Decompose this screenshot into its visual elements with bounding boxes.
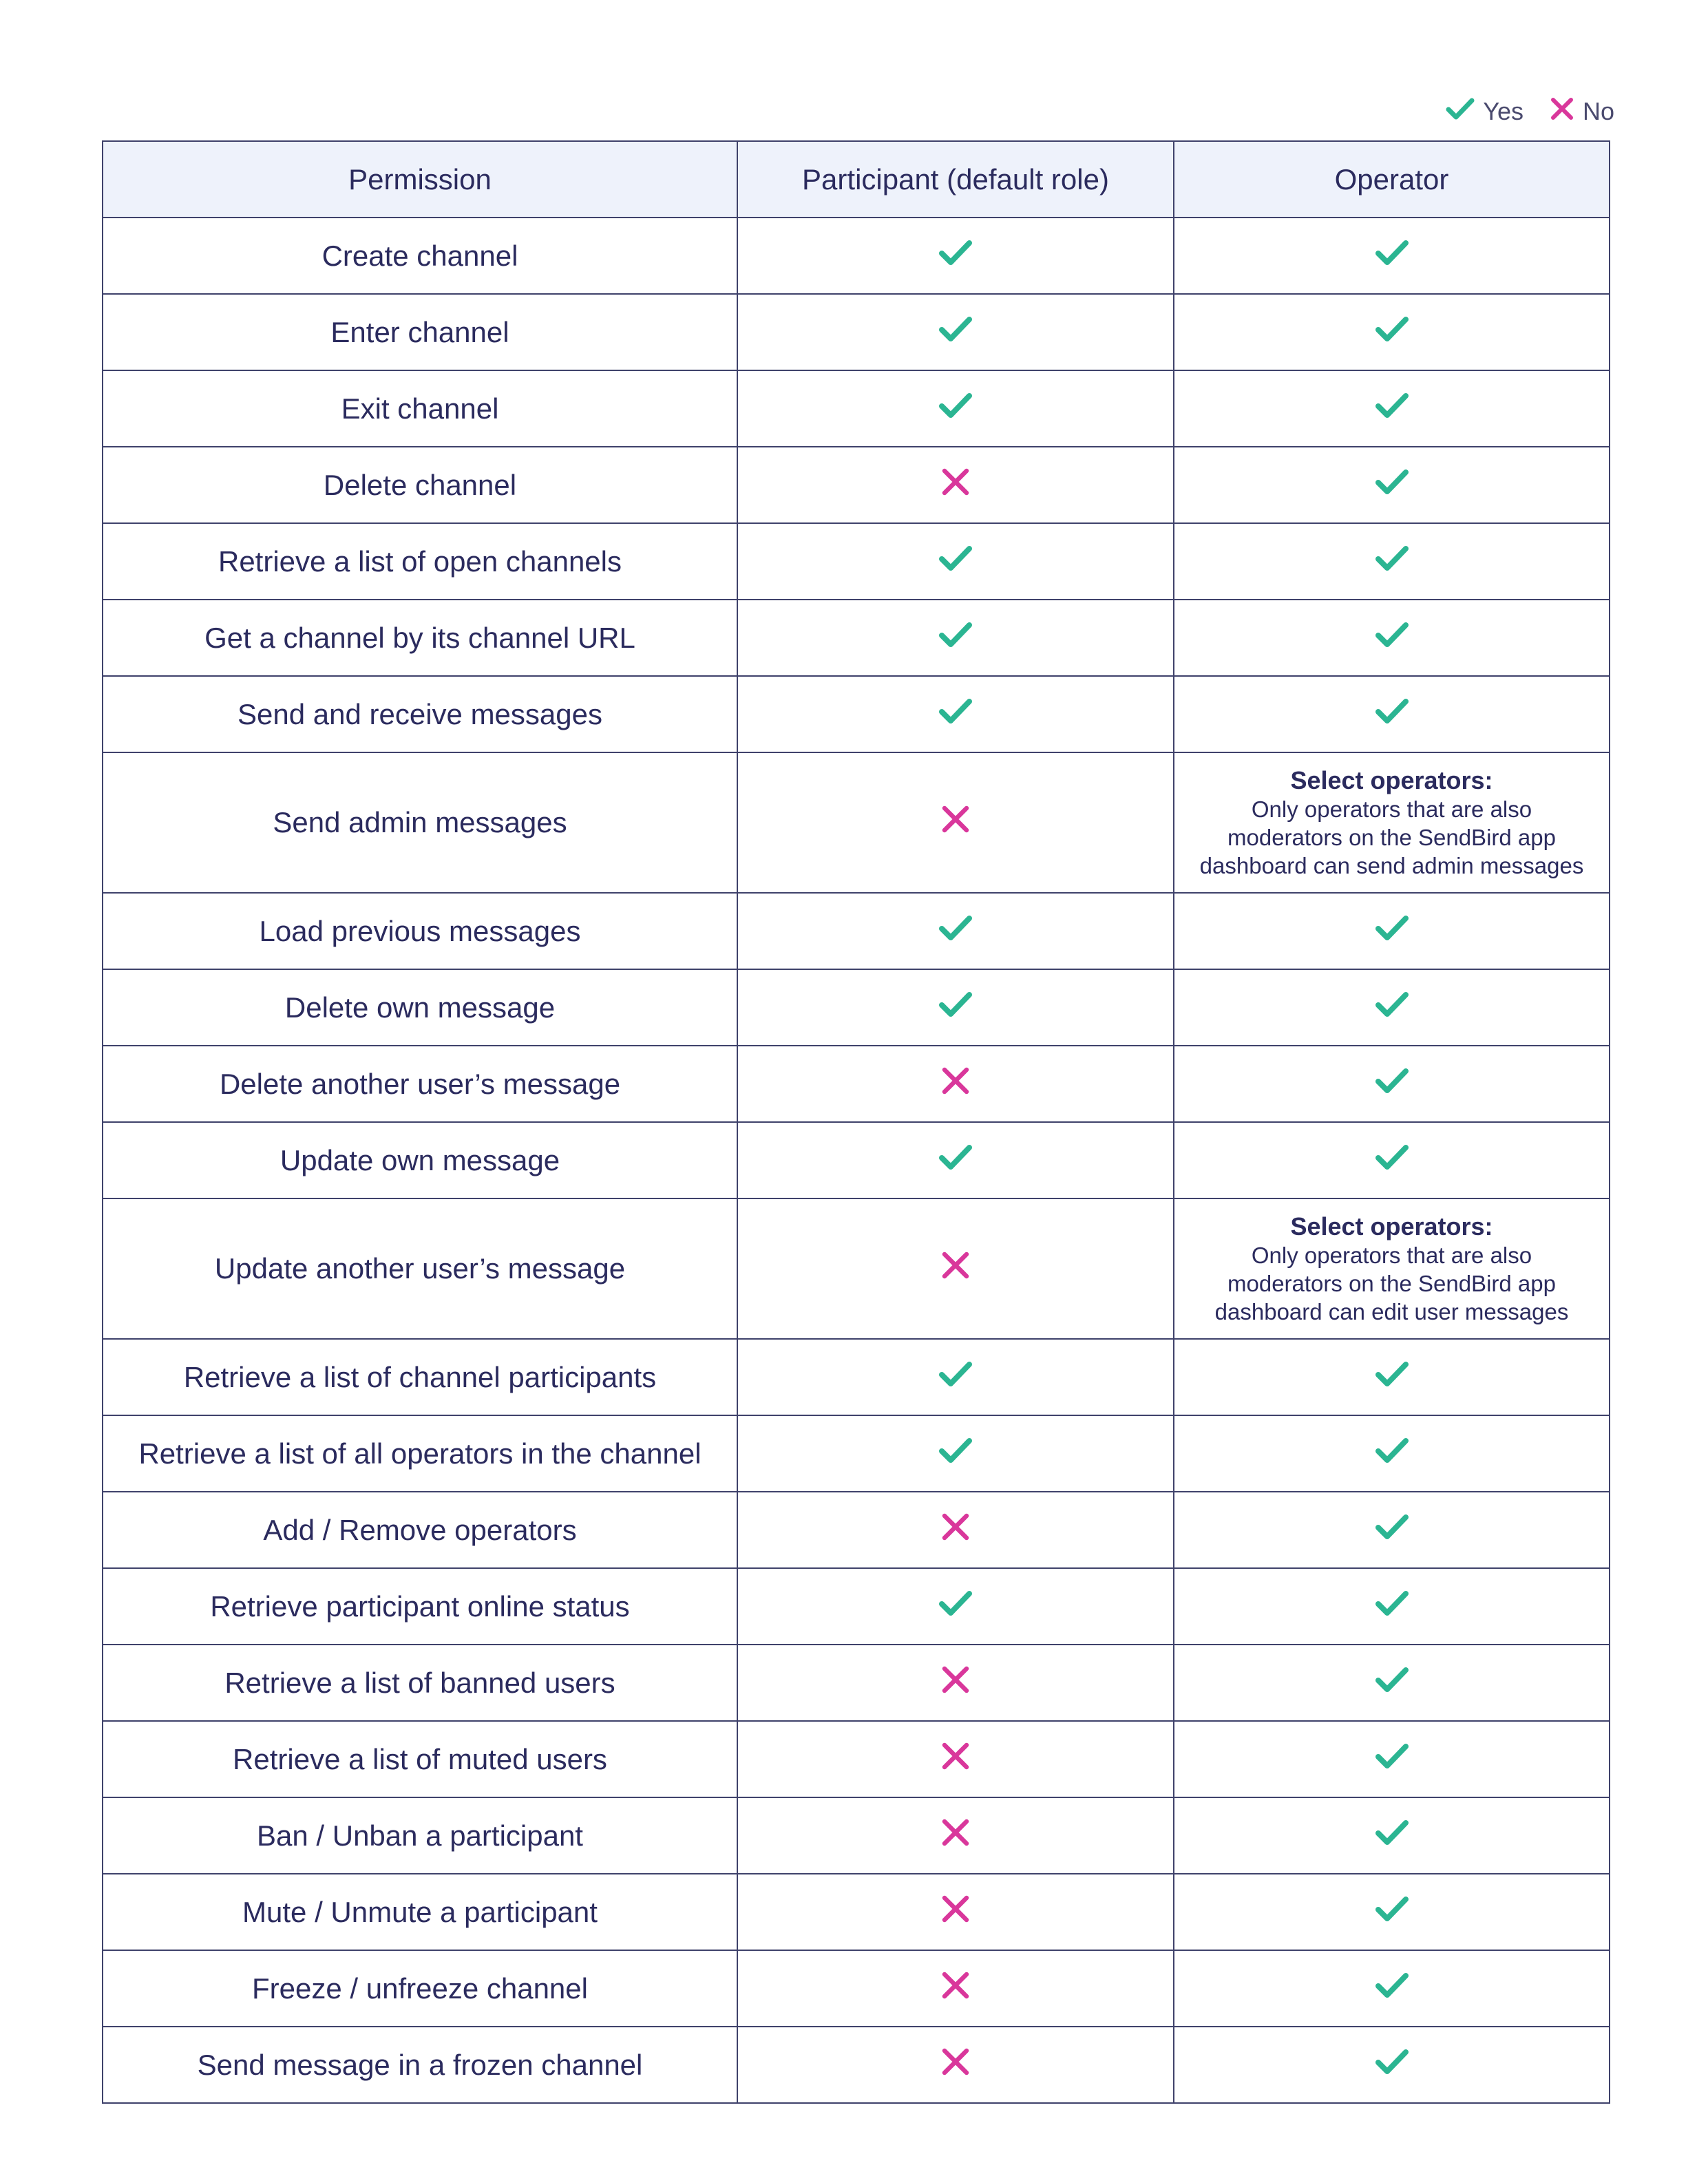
check-icon	[1375, 1895, 1409, 1930]
legend-no-label: No	[1582, 97, 1614, 125]
participant-cell	[737, 1645, 1174, 1721]
check-icon	[938, 621, 973, 655]
table-row	[103, 1645, 1610, 1721]
cross-icon	[1550, 96, 1583, 127]
table-row	[103, 600, 1610, 676]
permission-cell: Exit channel	[103, 370, 737, 447]
operator-note-title: Select operators:	[1290, 1212, 1493, 1240]
cross-icon	[940, 1665, 971, 1702]
check-icon	[938, 1589, 973, 1624]
table-row	[103, 1950, 1610, 2027]
participant-cell	[737, 294, 1174, 370]
cross-icon	[940, 467, 971, 504]
operator-cell	[1174, 1415, 1610, 1492]
check-icon	[938, 545, 973, 579]
operator-cell	[1174, 1492, 1610, 1568]
legend-yes	[1446, 97, 1524, 127]
cross-icon	[940, 804, 971, 841]
check-icon	[1375, 1067, 1409, 1101]
permission-cell: Retrieve a list of banned users	[103, 1645, 737, 1721]
check-icon	[1375, 914, 1409, 949]
table-row	[103, 1046, 1610, 1122]
permission-cell: Enter channel	[103, 294, 737, 370]
table-row	[103, 1492, 1610, 1568]
participant-cell	[737, 1797, 1174, 1874]
table-row	[103, 1339, 1610, 1415]
check-icon	[938, 239, 973, 273]
legend-yes-label: Yes	[1483, 97, 1524, 125]
permission-cell: Delete another user’s message	[103, 1046, 737, 1122]
participant-cell	[737, 1874, 1174, 1950]
check-icon	[1375, 991, 1409, 1025]
check-icon	[938, 392, 973, 426]
check-icon	[1375, 621, 1409, 655]
table-row	[103, 893, 1610, 969]
check-icon	[1375, 697, 1409, 732]
permission-cell: Freeze / unfreeze channel	[103, 1950, 737, 2027]
participant-cell	[737, 2027, 1174, 2103]
participant-cell	[737, 1950, 1174, 2027]
header-permission: Permission	[103, 141, 737, 218]
table-body	[103, 218, 1610, 2103]
permission-cell: Add / Remove operators	[103, 1492, 737, 1568]
permission-cell: Retrieve a list of muted users	[103, 1721, 737, 1797]
operator-note-cell	[1174, 752, 1610, 893]
table-row	[103, 1874, 1610, 1950]
legend	[1420, 95, 1614, 128]
operator-note-line: Only operators that are also	[1251, 796, 1532, 822]
check-icon	[938, 991, 973, 1025]
permission-cell: Ban / Unban a participant	[103, 1797, 737, 1874]
table-row	[103, 370, 1610, 447]
check-icon	[1375, 315, 1409, 350]
permission-cell: Update own message	[103, 1122, 737, 1198]
check-icon	[1375, 545, 1409, 579]
operator-cell	[1174, 1645, 1610, 1721]
operator-cell	[1174, 1797, 1610, 1874]
table-row	[103, 1415, 1610, 1492]
table-row	[103, 1198, 1610, 1339]
check-icon	[1375, 1819, 1409, 1853]
table-row	[103, 1122, 1610, 1198]
cross-icon	[940, 1066, 971, 1103]
operator-cell	[1174, 1874, 1610, 1950]
participant-cell	[737, 1339, 1174, 1415]
operator-cell	[1174, 2027, 1610, 2103]
permission-cell: Send and receive messages	[103, 676, 737, 752]
check-icon	[938, 1360, 973, 1395]
table-row	[103, 447, 1610, 523]
cross-icon	[940, 1894, 971, 1931]
operator-note-title: Select operators:	[1290, 765, 1493, 794]
cross-icon	[940, 1817, 971, 1855]
operator-cell	[1174, 370, 1610, 447]
check-icon	[1375, 1437, 1409, 1471]
operator-note-line: moderators on the SendBird app	[1227, 824, 1556, 850]
participant-cell	[737, 969, 1174, 1046]
cross-icon	[940, 1512, 971, 1549]
cross-icon	[940, 1741, 971, 1778]
operator-note-line: dashboard can edit user messages	[1214, 1298, 1569, 1324]
operator-note-line: moderators on the SendBird app	[1227, 1270, 1556, 1296]
participant-cell	[737, 1415, 1174, 1492]
operator-cell	[1174, 893, 1610, 969]
table-row	[103, 1568, 1610, 1645]
permission-cell: Retrieve a list of all operators in the channel	[103, 1415, 737, 1492]
table-row	[103, 523, 1610, 600]
operator-cell	[1174, 1721, 1610, 1797]
operator-cell	[1174, 447, 1610, 523]
permission-cell: Update another user’s message	[103, 1198, 737, 1339]
permissions-table	[102, 140, 1610, 2104]
table-row	[103, 676, 1610, 752]
table-row	[103, 752, 1610, 893]
operator-note-line: dashboard can send admin messages	[1199, 852, 1584, 878]
operator-note-line: Only operators that are also	[1251, 1242, 1532, 1268]
operator-cell	[1174, 218, 1610, 294]
participant-cell	[737, 1198, 1174, 1339]
check-icon	[1375, 1513, 1409, 1548]
permission-cell: Send admin messages	[103, 752, 737, 893]
table-row	[103, 969, 1610, 1046]
check-icon	[1375, 468, 1409, 503]
permission-cell: Create channel	[103, 218, 737, 294]
participant-cell	[737, 1492, 1174, 1568]
permission-cell: Retrieve a list of open channels	[103, 523, 737, 600]
table-row	[103, 218, 1610, 294]
operator-cell	[1174, 523, 1610, 600]
operator-cell	[1174, 1950, 1610, 2027]
table-row	[103, 294, 1610, 370]
permission-cell: Send message in a frozen channel	[103, 2027, 737, 2103]
participant-cell	[737, 893, 1174, 969]
permission-cell: Mute / Unmute a participant	[103, 1874, 737, 1950]
permission-cell: Retrieve participant online status	[103, 1568, 737, 1645]
check-icon	[1375, 392, 1409, 426]
permissions-table-wrapper	[102, 140, 1609, 2104]
legend-no	[1550, 96, 1614, 127]
participant-cell	[737, 676, 1174, 752]
cross-icon	[940, 2047, 971, 2084]
check-icon	[1375, 1360, 1409, 1395]
check-icon	[938, 1143, 973, 1178]
check-icon	[938, 315, 973, 350]
permission-cell: Delete own message	[103, 969, 737, 1046]
operator-cell	[1174, 676, 1610, 752]
check-icon	[938, 914, 973, 949]
check-icon	[1375, 1589, 1409, 1624]
check-icon	[1375, 1972, 1409, 2006]
cross-icon	[940, 1970, 971, 2007]
cross-icon	[940, 1250, 971, 1287]
table-row	[103, 1721, 1610, 1797]
check-icon	[1375, 1143, 1409, 1178]
operator-cell	[1174, 1568, 1610, 1645]
participant-cell	[737, 1046, 1174, 1122]
permission-cell: Delete channel	[103, 447, 737, 523]
table-row	[103, 1797, 1610, 1874]
operator-cell	[1174, 969, 1610, 1046]
operator-cell	[1174, 294, 1610, 370]
check-icon	[1375, 1742, 1409, 1777]
participant-cell	[737, 370, 1174, 447]
permission-cell: Load previous messages	[103, 893, 737, 969]
table-row	[103, 2027, 1610, 2103]
header-participant: Participant (default role)	[737, 141, 1174, 218]
table-header-row	[103, 141, 1610, 218]
header-operator: Operator	[1174, 141, 1610, 218]
participant-cell	[737, 1122, 1174, 1198]
check-icon	[1375, 2048, 1409, 2082]
participant-cell	[737, 218, 1174, 294]
participant-cell	[737, 752, 1174, 893]
permission-cell: Get a channel by its channel URL	[103, 600, 737, 676]
operator-cell	[1174, 1046, 1610, 1122]
check-icon	[1375, 239, 1409, 273]
permission-cell: Retrieve a list of channel participants	[103, 1339, 737, 1415]
check-icon	[1375, 1666, 1409, 1700]
participant-cell	[737, 1568, 1174, 1645]
operator-cell	[1174, 1339, 1610, 1415]
operator-cell	[1174, 600, 1610, 676]
operator-cell	[1174, 1122, 1610, 1198]
check-icon	[938, 697, 973, 732]
participant-cell	[737, 600, 1174, 676]
operator-note-cell	[1174, 1198, 1610, 1339]
participant-cell	[737, 523, 1174, 600]
check-icon	[938, 1437, 973, 1471]
check-icon	[1446, 97, 1483, 127]
participant-cell	[737, 447, 1174, 523]
participant-cell	[737, 1721, 1174, 1797]
